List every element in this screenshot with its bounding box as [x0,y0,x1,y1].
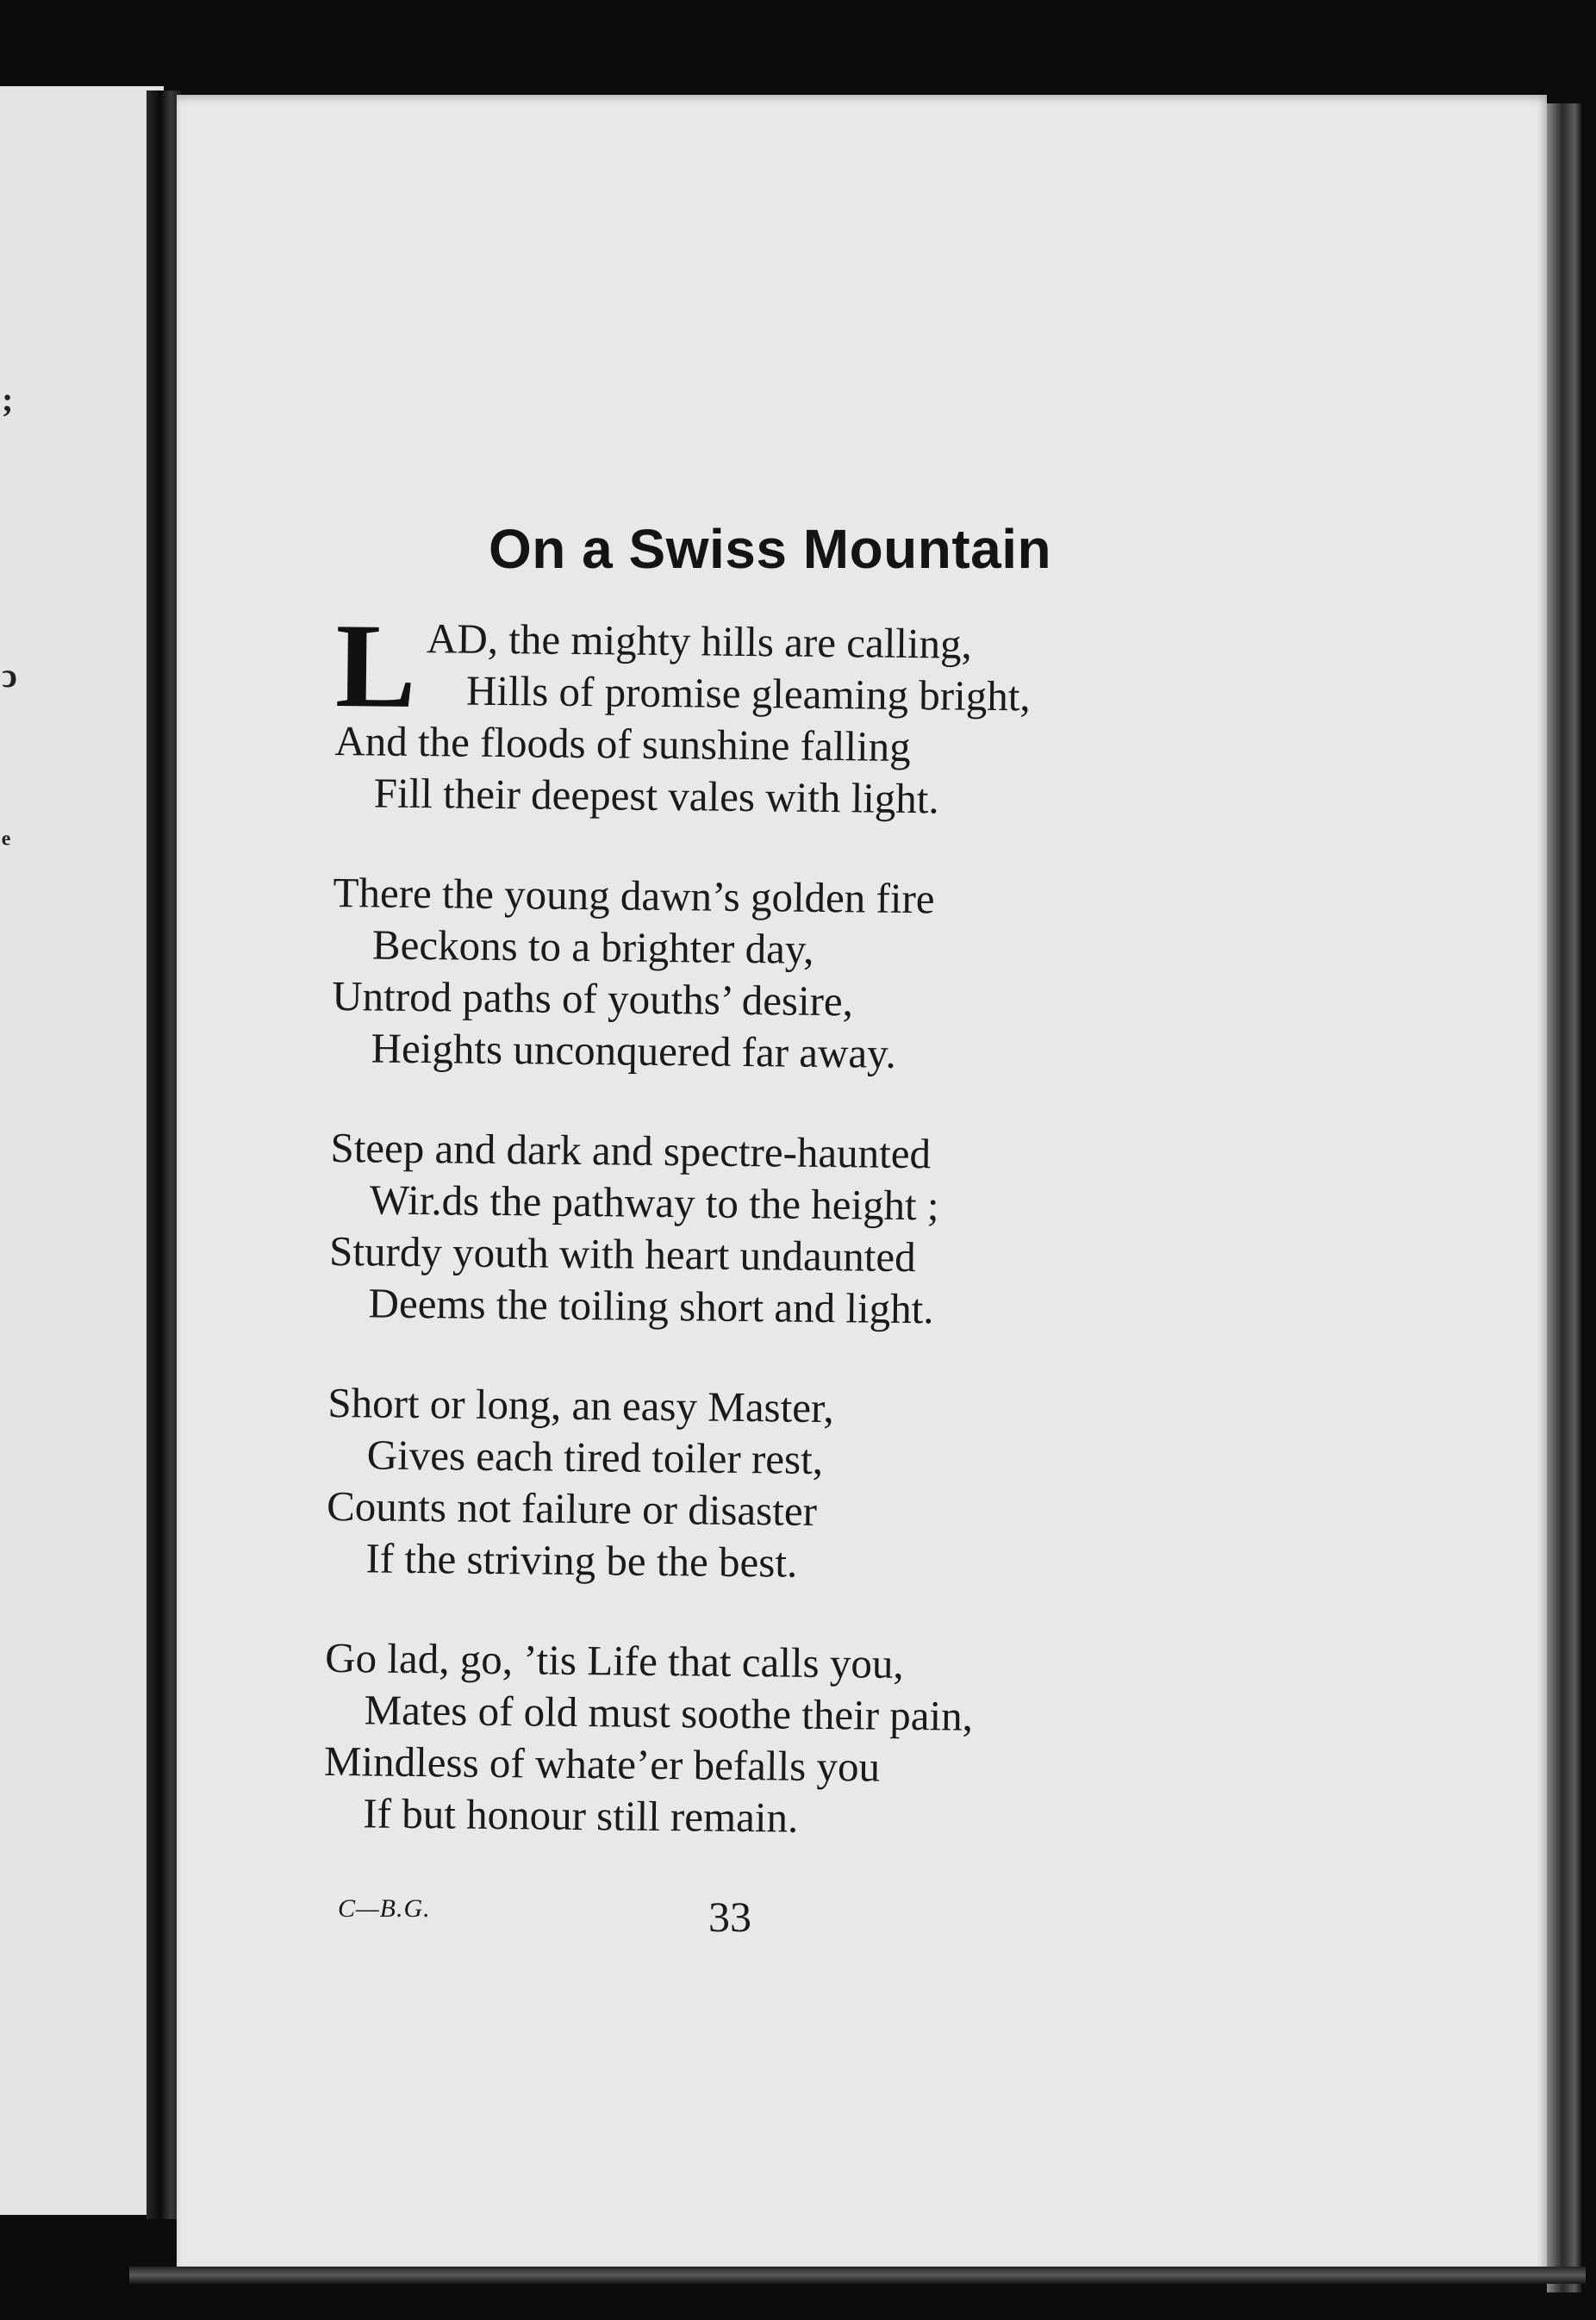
stanza [326,1377,1189,1593]
poem-line: Short or long, an easy Master, [327,1378,834,1432]
poem-line: Beckons to a brighter day, [371,920,814,973]
poem-line: If but honour still remain. [363,1789,799,1842]
poem-line: If the striving be the best. [365,1534,798,1587]
stanza [331,867,1194,1082]
poem-line: Sturdy youth with heart undaunted [328,1226,916,1282]
poem-line: Hills of promise gleaming bright, [465,666,1031,720]
drop-cap: L [334,599,417,733]
page-bottom-edge [129,2267,1586,2284]
poem-line: Steep and dark and spectre-haunted [330,1123,932,1178]
poem-line: Counts not failure or disaster [326,1481,818,1535]
poem-line: Heights unconquered far away. [371,1024,897,1077]
left-page-edge [0,86,164,2215]
stanza [334,599,1197,827]
page-fore-edge [1547,103,1581,2292]
left-page-fragment: ; [2,380,14,419]
poem-line: Untrod paths of youths’ desire, [332,971,854,1026]
left-page-fragment: ↄ [2,656,17,695]
page-number: 33 [708,1893,751,1941]
poem-title: On a Swiss Mountain [489,518,1052,580]
poem-line: AD, the mighty hills are calling, [426,614,973,668]
poem-line: Deems the toiling short and light. [368,1279,934,1333]
signature-mark: C—B.G. [338,1894,431,1923]
stanza [328,1122,1192,1338]
poem-line: Fill their deepest vales with light. [373,769,940,823]
left-page-fragment: ₑ [2,811,11,850]
book-binding [147,90,181,2219]
poem-line: There the young dawn’s golden fire [333,868,935,923]
poem-line: Mates of old must soothe their pain, [364,1686,974,1740]
stanza [323,1632,1187,1848]
poem-line: Mindless of whate’er befalls you [323,1737,881,1791]
poem-line: Gives each tired toiler rest, [366,1431,824,1483]
poem-line: Wir.ds the pathway to the height ; [369,1176,939,1230]
poem-body [323,599,1198,1896]
poem-line: Go lad, go, ’tis Life that calls you, [325,1633,904,1687]
poem-line: And the floods of sunshine falling [334,716,911,770]
